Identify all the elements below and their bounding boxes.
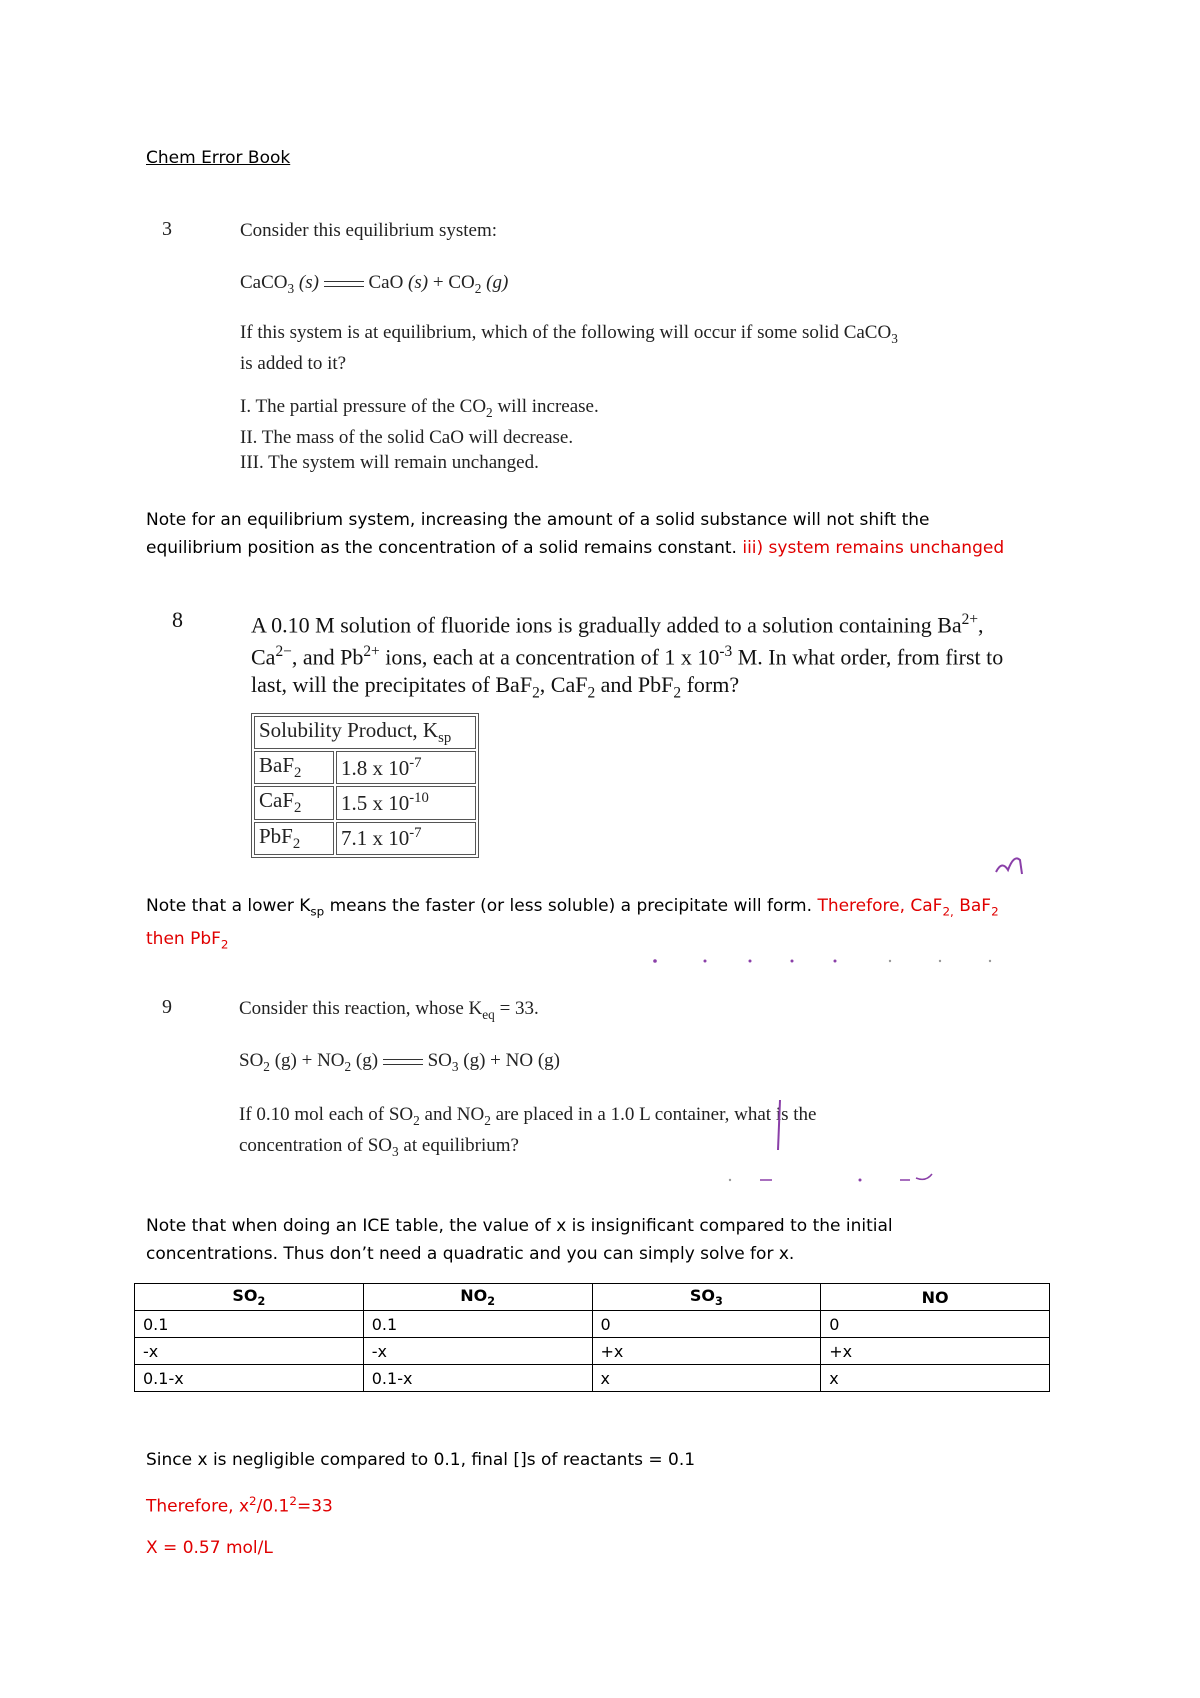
table-row: 0.1-x 0.1-x x x — [135, 1365, 1050, 1392]
solubility-product-table — [251, 713, 479, 858]
option-1: I. The partial pressure of the $CO_2$ will increase. — [240, 396, 599, 420]
ice-table — [134, 1283, 1050, 1392]
option-2: II. The mass of the solid CaO will decrease. — [240, 426, 574, 448]
final-answer: X = 0.57 mol/L — [146, 1538, 273, 1558]
note-question-8: Note that a lower $K_{sp}$ means the faster (or less soluble) a precipitate will form. Therefore, CaF$_{2,}$ BaF$_2$ then PbF$_2$ — [146, 896, 999, 952]
note-question-9: Note that when doing an ICE table, the value of x is insignificant compared to the initial concentrations. Thus don’t need a quadratic and you can simply solve for x. — [146, 1216, 893, 1264]
table-header-row: $SO_2$ $NO_2$ $SO_3$ NO — [135, 1284, 1050, 1311]
conclusion-line-2: Therefore, $x^2/0.1^2=33$ — [146, 1494, 333, 1517]
pen-checkmark-icon — [990, 850, 1040, 880]
table-row: CaF$_2$ 1.5 x $10^{-10}$ — [254, 786, 476, 819]
question-3-prompt: Consider this equilibrium system: — [240, 220, 498, 241]
question-3-equation: CaCO$_3$ (s) CaO $(s) + CO_2$ (g) — [240, 272, 509, 296]
question-9-equation: $SO_2$ $(g) + NO_2$ (g) $SO_3$ (g) + NO (g) — [239, 1050, 560, 1074]
option-3: III. The system will remain unchanged. — [240, 451, 539, 473]
table-row: 0.1 0.1 0 0 — [135, 1311, 1050, 1338]
question-9-text: If 0.10 mol each of $SO_2$ and $NO_2$ are placed in a 1.0 L container, what is the concentration of $SO_3$ at equilibrium? — [239, 1104, 817, 1159]
question-8-number: 8 — [172, 607, 183, 632]
equilibrium-arrow-icon — [383, 1056, 423, 1068]
question-3-number: 3 — [162, 218, 172, 240]
question-3-text: If this system is at equilibrium, which of the following will occur if some solid CaCO$_3$ is added to it? — [240, 322, 898, 374]
scan-marks-decoration — [720, 1170, 940, 1190]
question-3-options — [240, 394, 599, 475]
table-row: -x -x +x +x — [135, 1338, 1050, 1365]
table-row: PbF$_2$ 7.1 x $10^{-7}$ — [254, 822, 476, 855]
table-header-row — [254, 716, 476, 749]
scan-dots-decoration — [650, 955, 1000, 967]
question-9-prompt: Consider this reaction, whose $K_{eq} = 33$. — [239, 998, 539, 1022]
equilibrium-arrow-icon — [324, 278, 364, 290]
table-header: Solubility Product, $K_{sp}$ — [254, 716, 476, 749]
answer-3: iii) system remains unchanged — [742, 538, 1005, 558]
page-title: Chem Error Book — [146, 148, 291, 168]
pen-stroke-icon — [770, 1096, 790, 1154]
note-question-3: Note for an equilibrium system, increasing the amount of a solid substance will not shift the equilibrium position as the concentration of a solid remains constant. iii) system remains unchanged — [146, 510, 1005, 558]
answer-8: Therefore, CaF$_{2,}$ BaF$_2$ — [817, 896, 999, 919]
table-row: BaF$_2$ 1.8 x $10^{-7}$ — [254, 751, 476, 784]
question-9-number: 9 — [162, 996, 172, 1018]
question-8-text: A 0.10 M solution of fluoride ions is gradually added to a solution containing $Ba^{2+}$, $Ca^{2-}$, and $Pb^{2+}$ ions, each at a concentration of 1 x $10^{-3}$ M. In what order, from first to last, will the precipitates of BaF$_2$, CaF$_2$ and PbF$_2$ form? — [251, 611, 1004, 702]
conclusion-line-1: Since x is negligible compared to 0.1, final []s of reactants = 0.1 — [146, 1450, 696, 1470]
